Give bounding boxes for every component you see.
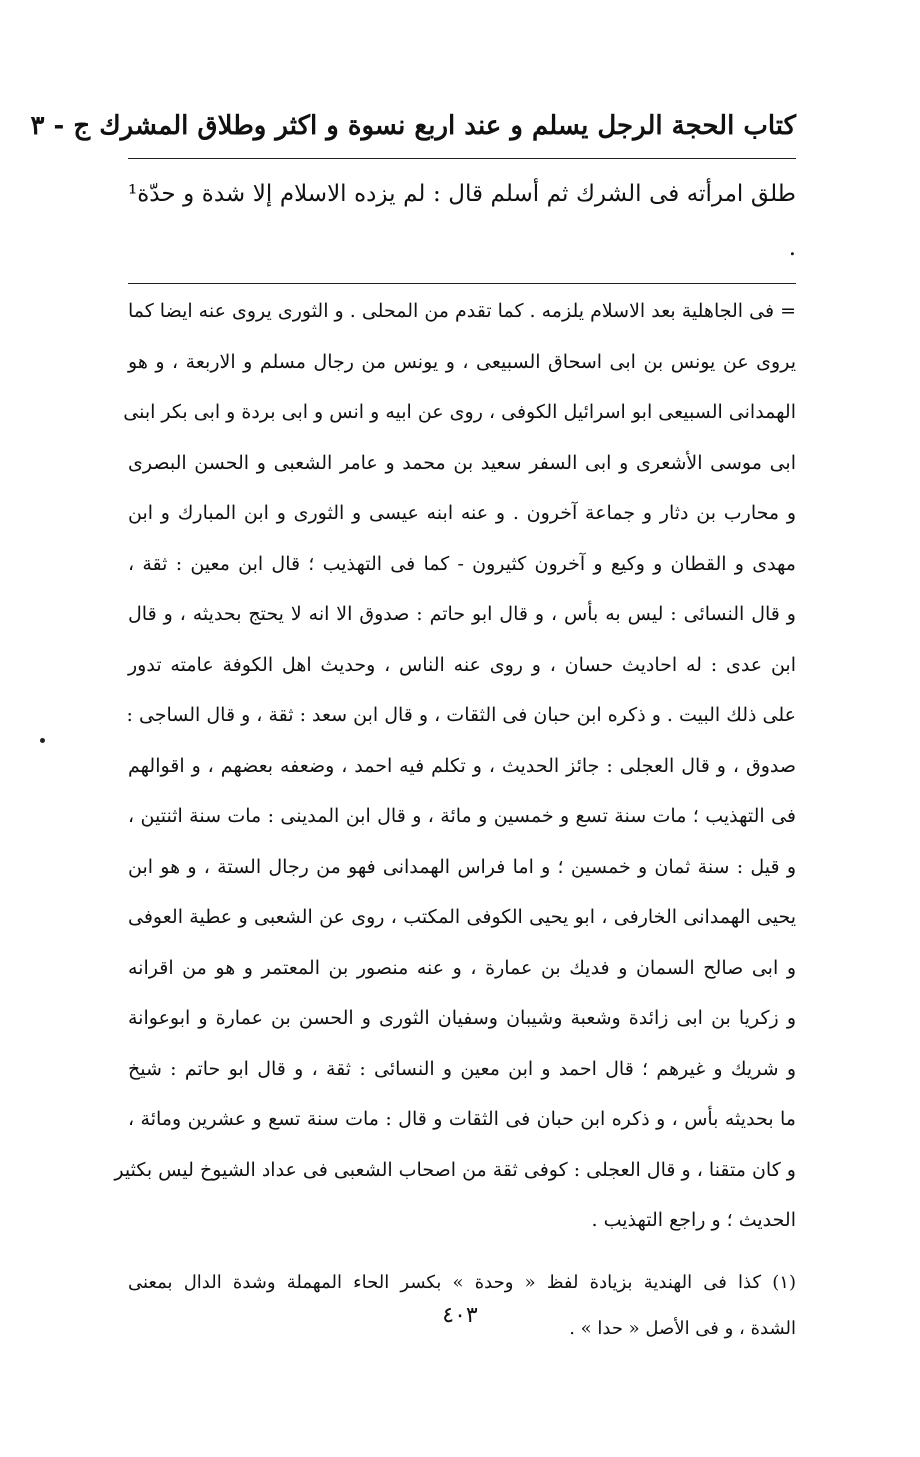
commentary-line: فى التهذيب ؛ مات سنة تسع و خمسين و مائة ، و قال ابن المدينى : مات سنة اثنتين ، [128, 805, 796, 827]
footnote-line: الشدة ، و فى الأصل « حدا » . [569, 1317, 796, 1339]
commentary-line: الحديث ؛ و راجع التهذيب . [591, 1209, 796, 1231]
commentary-line: يحيى الهمدانى الخارفى ، ابو يحيى الكوفى المكتب ، روى عن الشعبى و عطية العوفى [128, 906, 796, 928]
commentary-line: و زكريا بن ابى زائدة وشعبة وشيبان وسفيان الثورى و الحسن بن عمارة و ابوعوانة [128, 1007, 796, 1029]
commentary-line: صدوق ، و قال العجلى : جائز الحديث ، و تكلم فيه احمد ، وضعفه بعضهم ، و اقوالهم [128, 754, 796, 777]
scan-speck [40, 738, 45, 743]
commentary-line: يروى عن يونس بن ابى اسحاق السبيعى ، و يونس من رجال مسلم و الاربعة ، و هو [128, 350, 796, 373]
page-content [30, 96, 796, 1352]
running-head: كتاب الحجة الرجل يسلم و عند اربع نسوة و اكثر وطلاق المشرك ج - ٣ [30, 111, 796, 141]
main-text: طلق امرأته فى الشرك ثم أسلم قال : لم يزده الاسلام إلا شدة و حدّة¹ . [128, 181, 796, 261]
header-rule [128, 158, 796, 159]
commentary-block [114, 286, 796, 1246]
commentary-line: مهدى و القطان و وكيع و آخرون كثيرون - كما فى التهذيب ؛ قال ابن معين : ثقة ، [128, 552, 796, 575]
commentary-line: = فى الجاهلية بعد الاسلام يلزمه . كما تقدم من المحلى . و الثورى يروى عنه ايضا كما [127, 300, 796, 322]
page-number: ٤٠٣ [442, 1303, 478, 1328]
commentary-line: الهمدانى السبيعى ابو اسرائيل الكوفى ، روى عن ابيه و انس و ابى بردة و ابى بكر ابنى [123, 401, 796, 423]
commentary-line: و كان متقنا ، و قال العجلى : كوفى ثقة من اصحاب الشعبى فى عداد الشيوخ ليس بكثير [114, 1158, 796, 1181]
commentary-rule [128, 283, 796, 284]
commentary-line: ابى موسى الأشعرى و ابى السفر سعيد بن محمد و عامر الشعبى و الحسن البصرى [128, 451, 796, 474]
commentary-line: و قال النسائى : ليس به بأس ، و قال ابو حاتم : صدوق الا انه لا يحتج بحديثه ، و قال [128, 603, 796, 625]
commentary-line: و ابى صالح السمان و فديك بن عمارة ، و عنه منصور بن المعتمر و هو من اقرانه [128, 956, 796, 979]
commentary-line: و محارب بن دثار و جماعة آخرون . و عنه ابنه عيسى و الثورى و ابن المبارك و ابن [128, 502, 796, 524]
commentary-line: ابن عدى : له احاديث حسان ، و روى عنه الناس ، وحديث اهل الكوفة عامته تدور [128, 653, 796, 676]
commentary-line: و شريك و غيرهم ؛ قال احمد و ابن معين و النسائى : ثقة ، و قال ابو حاتم : شيخ [128, 1057, 796, 1080]
commentary-line: و قيل : سنة ثمان و خمسين ؛ و اما فراس الهمدانى فهو من رجال الستة ، و هو ابن [128, 855, 796, 878]
commentary-line: على ذلك البيت . و ذكره ابن حبان فى الثقات ، و قال ابن سعد : ثقة ، و قال الساجى : [126, 704, 796, 726]
commentary-line: ما بحديثه بأس ، و ذكره ابن حبان فى الثقات و قال : مات سنة تسع و عشرين ومائة ، [128, 1108, 796, 1130]
footnote-line: (١) كذا فى الهندية بزيادة لفظ « وحدة » بكسر الحاء المهملة وشدة الدال بمعنى [128, 1271, 796, 1293]
